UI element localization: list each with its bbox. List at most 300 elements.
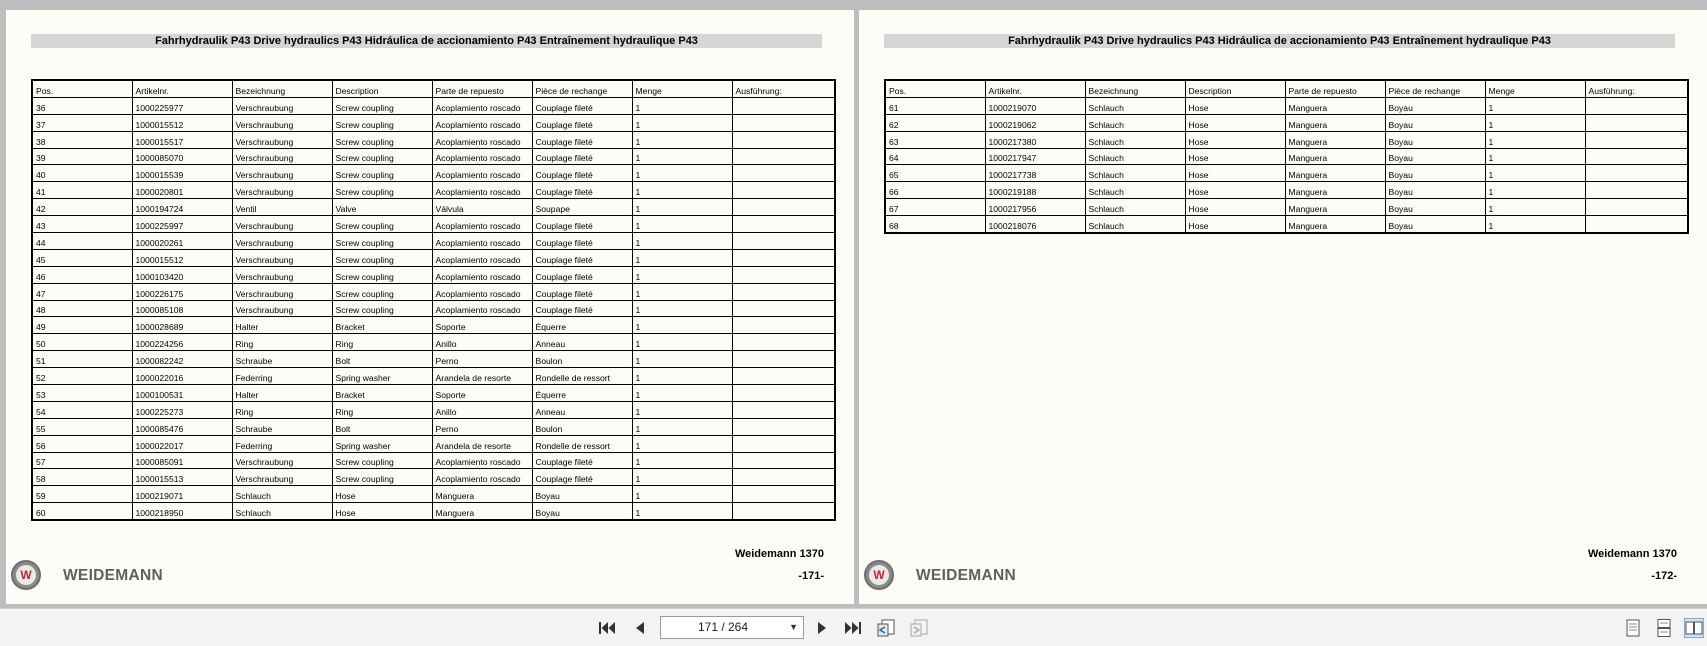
table-cell: Boyau (1385, 131, 1485, 148)
table-cell: Boyau (1385, 97, 1485, 114)
table-row (32, 165, 835, 182)
table-cell: 1000219070 (985, 97, 1085, 114)
table-cell: Manguera (1285, 114, 1385, 131)
table-cell: Hose (332, 486, 432, 503)
parts-table (31, 79, 836, 521)
table-row (32, 216, 835, 233)
table-cell: Couplage fileté (532, 249, 632, 266)
table-cell: 1 (1485, 216, 1585, 233)
table-cell: 1 (632, 452, 732, 469)
table-cell: Ring (232, 334, 332, 351)
table-cell: 1000225977 (132, 97, 232, 114)
table-cell: Boulon (532, 351, 632, 368)
column-header: Artikelnr. (985, 80, 1085, 97)
table-cell: 63 (885, 131, 985, 148)
table-cell: 66 (885, 182, 985, 199)
column-header: Artikelnr. (132, 80, 232, 97)
column-header: Description (1185, 80, 1285, 97)
table-cell: Anneau (532, 334, 632, 351)
next-page-icon[interactable] (812, 618, 832, 638)
table-cell: 1 (1485, 148, 1585, 165)
table-cell: Hose (1185, 165, 1285, 182)
table-cell: 1000218076 (985, 216, 1085, 233)
table-row (32, 131, 835, 148)
table-cell: 40 (32, 165, 132, 182)
table-cell (732, 266, 835, 283)
table-cell: Couplage fileté (532, 97, 632, 114)
table-cell: Couplage fileté (532, 182, 632, 199)
table-cell: Schlauch (1085, 97, 1185, 114)
table-cell: 1 (632, 114, 732, 131)
table-row (32, 401, 835, 418)
table-cell: 38 (32, 131, 132, 148)
table-cell: 1 (632, 165, 732, 182)
table-row (32, 385, 835, 402)
table-cell (1585, 165, 1688, 182)
table-row (32, 97, 835, 114)
table-cell: 1 (632, 97, 732, 114)
column-header: Parte de repuesto (432, 80, 532, 97)
table-cell (732, 165, 835, 182)
table-cell: 1000225997 (132, 216, 232, 233)
table-cell (732, 148, 835, 165)
column-header: Pos. (885, 80, 985, 97)
table-cell: Verschraubung (232, 114, 332, 131)
table-cell: 1 (1485, 165, 1585, 182)
table-row (32, 182, 835, 199)
table-cell (1585, 216, 1688, 233)
table-cell: 51 (32, 351, 132, 368)
table-row (32, 351, 835, 368)
table-cell: 1 (632, 401, 732, 418)
table-cell: 1000085108 (132, 300, 232, 317)
table-cell: Verschraubung (232, 148, 332, 165)
table-cell: 47 (32, 283, 132, 300)
table-cell: Hose (1185, 199, 1285, 216)
table-cell: 41 (32, 182, 132, 199)
page-172 (859, 10, 1707, 604)
table-cell: Screw coupling (332, 469, 432, 486)
table-cell: Verschraubung (232, 452, 332, 469)
table-cell: Manguera (1285, 199, 1385, 216)
table-row (32, 452, 835, 469)
page-indicator: 171 / 264 (697, 620, 749, 634)
table-row (885, 165, 1688, 182)
table-cell: Anillo (432, 401, 532, 418)
table-cell: Screw coupling (332, 249, 432, 266)
table-cell: 1000224256 (132, 334, 232, 351)
table-cell: Acoplamiento roscado (432, 233, 532, 250)
table-cell (732, 199, 835, 216)
back-view-icon[interactable] (876, 618, 896, 638)
table-cell (732, 114, 835, 131)
table-cell: Acoplamiento roscado (432, 249, 532, 266)
table-cell: Schlauch (1085, 131, 1185, 148)
table-cell: 1000085070 (132, 148, 232, 165)
table-cell: Acoplamiento roscado (432, 148, 532, 165)
table-cell: Screw coupling (332, 266, 432, 283)
table-cell: Couplage fileté (532, 300, 632, 317)
column-header: Bezeichnung (232, 80, 332, 97)
table-row (32, 418, 835, 435)
table-cell: Verschraubung (232, 165, 332, 182)
table-cell: 1000085091 (132, 452, 232, 469)
table-cell: 1 (632, 368, 732, 385)
table-cell: Hose (1185, 148, 1285, 165)
table-cell: 39 (32, 148, 132, 165)
forward-view-icon[interactable] (909, 618, 929, 638)
table-cell: 67 (885, 199, 985, 216)
table-cell: 1000217956 (985, 199, 1085, 216)
table-cell (732, 300, 835, 317)
table-cell: Acoplamiento roscado (432, 300, 532, 317)
table-cell: 50 (32, 334, 132, 351)
table-cell: Ring (232, 401, 332, 418)
table-cell: 1 (632, 334, 732, 351)
model-name: Weidemann 1370 (1587, 548, 1677, 560)
table-cell (732, 249, 835, 266)
page-number: -171- (798, 570, 824, 582)
table-cell: 1000020261 (132, 233, 232, 250)
table-cell: Équerre (532, 317, 632, 334)
table-row (32, 233, 835, 250)
table-row (885, 114, 1688, 131)
table-cell: 1000217738 (985, 165, 1085, 182)
table-cell: 1 (632, 469, 732, 486)
table-cell: 1 (1485, 182, 1585, 199)
table-cell: 61 (885, 97, 985, 114)
table-cell (732, 401, 835, 418)
table-cell: 1000015513 (132, 469, 232, 486)
table-cell: Rondelle de ressort (532, 368, 632, 385)
table-cell: Couplage fileté (532, 131, 632, 148)
table-cell: 1 (632, 182, 732, 199)
table-cell: 55 (32, 418, 132, 435)
table-cell (732, 233, 835, 250)
table-cell: Schlauch (232, 486, 332, 503)
table-cell: 1 (632, 351, 732, 368)
column-header: Ausführung: (1585, 80, 1688, 97)
table-cell: Manguera (432, 486, 532, 503)
table-cell: Screw coupling (332, 452, 432, 469)
table-cell: Couplage fileté (532, 216, 632, 233)
table-row (32, 266, 835, 283)
table-cell: 1000020801 (132, 182, 232, 199)
column-header: Ausführung: (732, 80, 835, 97)
table-cell: 65 (885, 165, 985, 182)
table-cell: 1 (632, 131, 732, 148)
table-cell: 1000194724 (132, 199, 232, 216)
table-cell: Screw coupling (332, 131, 432, 148)
table-cell: Bolt (332, 351, 432, 368)
table-cell: 1000100531 (132, 385, 232, 402)
table-cell: Boyau (1385, 216, 1485, 233)
table-cell: Ventil (232, 199, 332, 216)
table-cell: 58 (32, 469, 132, 486)
table-cell: Soupape (532, 199, 632, 216)
table-row (32, 114, 835, 131)
weidemann-logo-icon: W (11, 560, 41, 590)
table-cell: Manguera (1285, 216, 1385, 233)
table-cell (1585, 97, 1688, 114)
table-cell: Couplage fileté (532, 469, 632, 486)
table-cell: Soporte (432, 317, 532, 334)
table-cell: 54 (32, 401, 132, 418)
table-row (32, 283, 835, 300)
table-cell: Boyau (1385, 199, 1485, 216)
table-cell: 1000085476 (132, 418, 232, 435)
chevron-down-icon: ▼ (789, 622, 798, 632)
table-header-row (32, 80, 835, 97)
table-cell: Verschraubung (232, 300, 332, 317)
table-cell: Federring (232, 435, 332, 452)
table-row (32, 486, 835, 503)
table-cell: Verschraubung (232, 283, 332, 300)
table-cell: 1 (1485, 114, 1585, 131)
table-cell: 1 (1485, 131, 1585, 148)
last-page-icon[interactable] (843, 618, 863, 638)
table-cell: 1000226175 (132, 283, 232, 300)
table-cell: 1 (632, 148, 732, 165)
continuous-page-icon[interactable] (1654, 618, 1674, 638)
table-cell: 45 (32, 249, 132, 266)
table-cell: 56 (32, 435, 132, 452)
table-cell: 1000028689 (132, 317, 232, 334)
table-cell: 37 (32, 114, 132, 131)
table-cell: 1 (632, 199, 732, 216)
table-cell: 62 (885, 114, 985, 131)
table-cell: 60 (32, 503, 132, 520)
table-cell (732, 283, 835, 300)
table-cell: Bracket (332, 385, 432, 402)
table-cell: Manguera (1285, 148, 1385, 165)
table-row (885, 148, 1688, 165)
table-cell: 1000219188 (985, 182, 1085, 199)
table-cell: Valve (332, 199, 432, 216)
table-cell: Acoplamiento roscado (432, 469, 532, 486)
table-cell: Acoplamiento roscado (432, 182, 532, 199)
column-header: Description (332, 80, 432, 97)
single-page-icon[interactable] (1623, 618, 1643, 638)
table-row (32, 249, 835, 266)
table-cell: 43 (32, 216, 132, 233)
table-cell: Verschraubung (232, 233, 332, 250)
table-cell: Schlauch (1085, 114, 1185, 131)
table-cell: 1000022016 (132, 368, 232, 385)
table-cell: Screw coupling (332, 114, 432, 131)
table-cell: Arandela de resorte (432, 435, 532, 452)
table-cell: Acoplamiento roscado (432, 216, 532, 233)
table-cell: Boyau (1385, 182, 1485, 199)
table-cell: Manguera (1285, 97, 1385, 114)
column-header: Pièce de rechange (1385, 80, 1485, 97)
table-row (32, 199, 835, 216)
table-cell (732, 334, 835, 351)
table-cell (732, 486, 835, 503)
table-cell: Équerre (532, 385, 632, 402)
table-row (885, 97, 1688, 114)
table-cell: Spring washer (332, 368, 432, 385)
table-cell: 1 (632, 216, 732, 233)
table-cell: Screw coupling (332, 97, 432, 114)
first-page-icon[interactable] (597, 618, 617, 638)
brand-wordmark: WEIDEMANN (63, 567, 163, 584)
table-cell: 1000225273 (132, 401, 232, 418)
table-cell: Schraube (232, 351, 332, 368)
table-cell: Perno (432, 418, 532, 435)
table-row (32, 300, 835, 317)
table-cell: Ring (332, 334, 432, 351)
table-cell (732, 469, 835, 486)
table-cell: Couplage fileté (532, 452, 632, 469)
table-cell: 1000219071 (132, 486, 232, 503)
table-cell (732, 351, 835, 368)
table-cell: Soporte (432, 385, 532, 402)
table-cell (732, 131, 835, 148)
table-cell: 1 (632, 503, 732, 520)
table-cell: 68 (885, 216, 985, 233)
table-cell: Screw coupling (332, 182, 432, 199)
table-cell: Perno (432, 351, 532, 368)
table-cell: Schlauch (1085, 165, 1185, 182)
table-cell: Couplage fileté (532, 233, 632, 250)
table-cell: 1000015512 (132, 114, 232, 131)
table-cell: Couplage fileté (532, 165, 632, 182)
table-cell: Manguera (1285, 182, 1385, 199)
table-cell: 1 (1485, 199, 1585, 216)
table-cell: 1 (632, 418, 732, 435)
table-cell: 1 (632, 249, 732, 266)
table-cell: Halter (232, 385, 332, 402)
table-cell: 64 (885, 148, 985, 165)
table-cell: Ring (332, 401, 432, 418)
table-cell: 1000219062 (985, 114, 1085, 131)
viewer-toolbar (0, 608, 1707, 646)
table-cell: Schlauch (1085, 148, 1185, 165)
table-cell: Acoplamiento roscado (432, 165, 532, 182)
weidemann-logo-icon: W (864, 560, 894, 590)
table-cell: 48 (32, 300, 132, 317)
table-cell: Manguera (1285, 165, 1385, 182)
table-cell: Screw coupling (332, 165, 432, 182)
table-row (32, 435, 835, 452)
table-cell: Anneau (532, 401, 632, 418)
table-cell (732, 97, 835, 114)
table-cell (732, 418, 835, 435)
table-cell: Schlauch (1085, 216, 1185, 233)
table-cell: Bolt (332, 418, 432, 435)
table-cell: 1000022017 (132, 435, 232, 452)
table-cell (1585, 131, 1688, 148)
two-page-icon[interactable] (1684, 618, 1704, 638)
table-cell: 1000218950 (132, 503, 232, 520)
table-row (32, 469, 835, 486)
table-cell (732, 435, 835, 452)
table-cell (1585, 114, 1688, 131)
table-cell: 42 (32, 199, 132, 216)
table-cell: 49 (32, 317, 132, 334)
table-cell: 1 (632, 283, 732, 300)
table-cell: Acoplamiento roscado (432, 97, 532, 114)
table-cell: Federring (232, 368, 332, 385)
table-cell: Verschraubung (232, 249, 332, 266)
table-cell: 1000015512 (132, 249, 232, 266)
table-cell: Couplage fileté (532, 148, 632, 165)
table-cell: 1000103420 (132, 266, 232, 283)
table-cell: 1 (632, 233, 732, 250)
table-cell: Schlauch (232, 503, 332, 520)
table-cell: 44 (32, 233, 132, 250)
table-cell: Acoplamiento roscado (432, 131, 532, 148)
table-cell: Manguera (432, 503, 532, 520)
table-cell: Verschraubung (232, 266, 332, 283)
table-cell: 1 (1485, 97, 1585, 114)
table-cell: Acoplamiento roscado (432, 266, 532, 283)
table-cell: Boulon (532, 418, 632, 435)
table-cell: Válvula (432, 199, 532, 216)
table-cell: Schlauch (1085, 199, 1185, 216)
table-cell (732, 385, 835, 402)
table-cell: Screw coupling (332, 148, 432, 165)
table-cell: Couplage fileté (532, 114, 632, 131)
table-cell: Schraube (232, 418, 332, 435)
table-cell (732, 452, 835, 469)
table-cell: Verschraubung (232, 216, 332, 233)
table-row (885, 182, 1688, 199)
table-cell (1585, 182, 1688, 199)
table-cell: 36 (32, 97, 132, 114)
table-cell: Screw coupling (332, 300, 432, 317)
table-cell: Arandela de resorte (432, 368, 532, 385)
table-row (885, 216, 1688, 233)
table-cell: Verschraubung (232, 182, 332, 199)
page-number: -172- (1651, 570, 1677, 582)
table-cell: 1 (632, 317, 732, 334)
prev-page-icon[interactable] (630, 618, 650, 638)
page-171 (6, 10, 854, 604)
table-cell: 1000015517 (132, 131, 232, 148)
model-name: Weidemann 1370 (734, 548, 824, 560)
table-cell: 46 (32, 266, 132, 283)
table-cell: Schlauch (1085, 182, 1185, 199)
table-cell: Verschraubung (232, 131, 332, 148)
table-cell: 1000217947 (985, 148, 1085, 165)
column-header: Pièce de rechange (532, 80, 632, 97)
table-cell: 53 (32, 385, 132, 402)
table-cell: 1 (632, 385, 732, 402)
table-row (32, 503, 835, 520)
table-cell: Acoplamiento roscado (432, 114, 532, 131)
table-cell: Screw coupling (332, 283, 432, 300)
table-cell: Rondelle de ressort (532, 435, 632, 452)
table-cell: Hose (1185, 131, 1285, 148)
table-cell: Bracket (332, 317, 432, 334)
table-cell: 1000082242 (132, 351, 232, 368)
table-header-row (885, 80, 1688, 97)
table-cell: Boyau (532, 486, 632, 503)
page-title: Fahrhydraulik P43 Drive hydraulics P43 Hidráulica de accionamiento P43 Entraînement hydraulique P43 (31, 34, 822, 48)
table-cell: 52 (32, 368, 132, 385)
table-cell: Screw coupling (332, 216, 432, 233)
table-cell: Acoplamiento roscado (432, 283, 532, 300)
table-cell: Screw coupling (332, 233, 432, 250)
table-cell: Halter (232, 317, 332, 334)
table-cell: Verschraubung (232, 97, 332, 114)
table-cell: Manguera (1285, 131, 1385, 148)
table-cell: Hose (332, 503, 432, 520)
table-cell: Anillo (432, 334, 532, 351)
page-number-select[interactable] (660, 616, 804, 639)
